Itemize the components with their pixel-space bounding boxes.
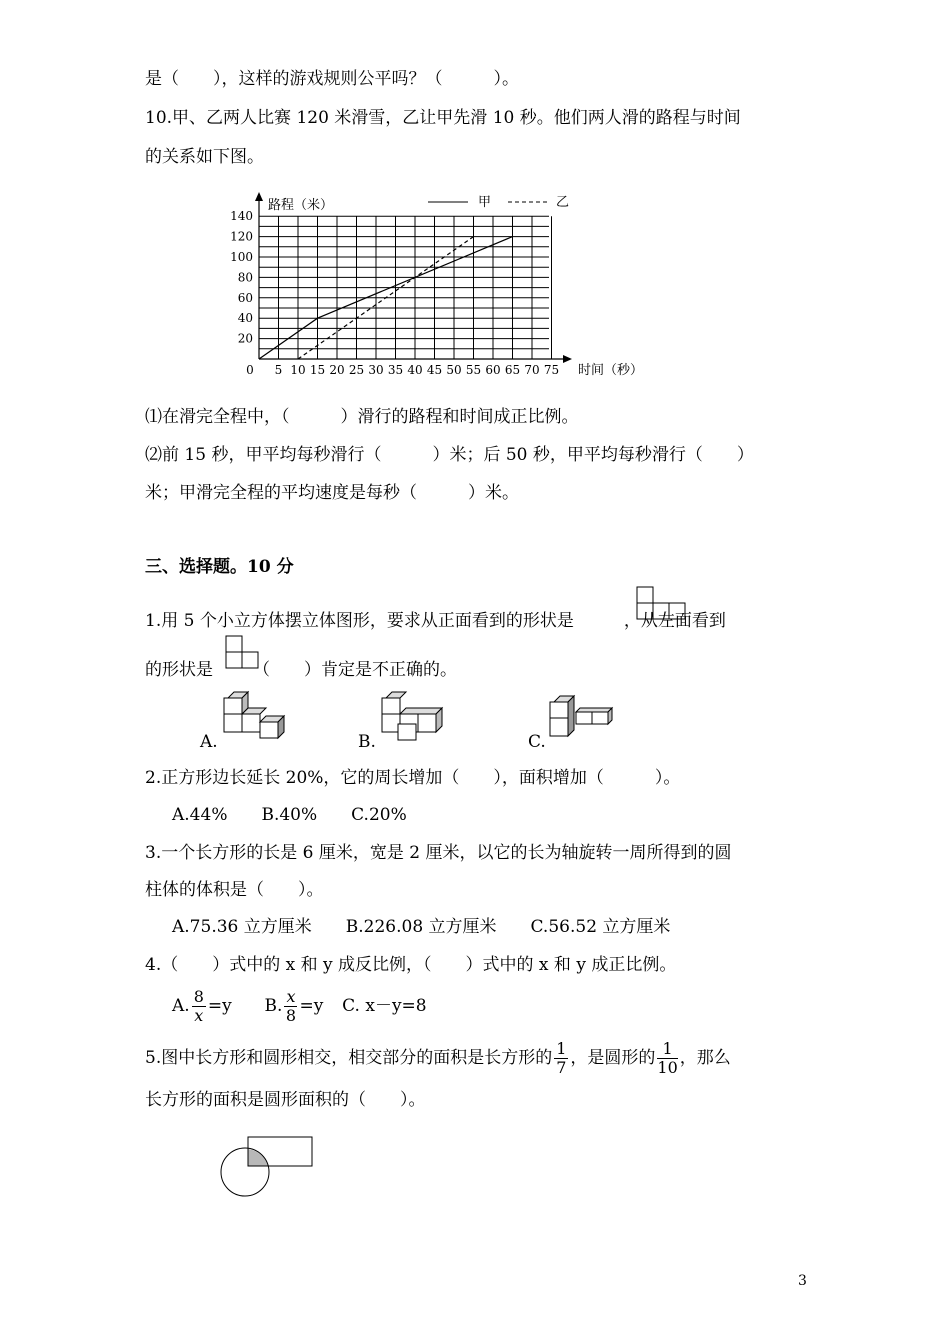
q4-opt-c: C. x－y=8 <box>342 996 427 1016</box>
q1-line2a: 的形状是 <box>145 660 213 680</box>
q4-opt-a-label: A. <box>172 996 190 1016</box>
q3-options: A.75.36 立方厘米 B.226.08 立方厘米 C.56.52 立方厘米 <box>172 917 671 937</box>
y-tick-label: 100 <box>230 250 253 264</box>
y-tick-label: 20 <box>237 331 253 346</box>
q1-line2b: （ ）肯定是不正确的。 <box>253 660 457 680</box>
left-view-icon <box>224 634 264 674</box>
x-tick-label: 65 <box>504 363 521 377</box>
x-tick-label: 55 <box>465 363 482 377</box>
q4-opt-b-fraction: $\frac{x}{8}$ <box>285 987 297 1025</box>
q1-option-c: C. <box>528 732 546 752</box>
q9-tail: 是（ ），这样的游戏规则公平吗？（ ）。 <box>145 69 519 89</box>
page-number: 3 <box>798 1273 807 1289</box>
front-view-figure <box>574 611 624 633</box>
q1-line1b: ，从左面看到 <box>623 611 726 631</box>
chart-xlabel: 时间（秒） <box>578 363 644 378</box>
x-tick-label: 70 <box>524 363 540 377</box>
q4-text: 4.（ ）式中的 x 和 y 成反比例，（ ）式中的 x 和 y 成正比例。 <box>145 955 677 975</box>
x-tick-label: 75 <box>543 363 560 377</box>
y-axis-arrow <box>255 192 263 201</box>
x-tick-label: 10 <box>290 363 306 377</box>
chart-tick-labels <box>230 209 559 377</box>
q5-line1: 5.图中长方形和圆形相交，相交部分的面积是长方形的 $\frac{1}{7}$ ，是圆形的 $\frac{1}{10}$ ，那么 <box>145 1039 731 1077</box>
x-tick-label: 50 <box>446 363 462 377</box>
y-tick-label: 120 <box>230 229 253 244</box>
x-tick-label: 20 <box>329 363 345 377</box>
legend-jia-label: 甲 <box>478 195 492 210</box>
q4-options <box>172 986 427 1026</box>
section3-title: 三、选择题。10 分 <box>145 557 294 577</box>
x-tick-label: 0 <box>246 363 254 377</box>
cube-figure-c <box>548 690 628 750</box>
q4-opt-b-label: B. <box>264 996 283 1016</box>
q4-opt-a-fraction: $\frac{8}{x}$ <box>193 987 204 1025</box>
x-tick-label: 5 <box>274 363 283 377</box>
x-tick-label: 60 <box>485 363 501 377</box>
front-view-icon <box>635 585 695 625</box>
q10-line1: 10.甲、乙两人比赛 120 米滑雪，乙让甲先滑 10 秒。他们两人滑的路程与时间 <box>145 108 741 128</box>
q1-option-a: A. <box>200 732 218 752</box>
y-tick-label: 140 <box>230 209 253 224</box>
q3-line1: 3.一个长方形的长是 6 厘米，宽是 2 厘米，以它的长为轴旋转一周所得到的圆 <box>145 843 732 863</box>
q10-line2: 的关系如下图。 <box>145 147 264 167</box>
chart-ylabel: 路程（米） <box>268 198 334 213</box>
q2-options: A.44% B.40% C.20% <box>172 805 407 825</box>
q4-opt-b-tail: =y <box>299 996 324 1016</box>
q4-opt-a-tail: =y <box>207 996 232 1016</box>
q2-text: 2.正方形边长延长 20%，它的周长增加（ ），面积增加（ ）。 <box>145 768 681 788</box>
q5-fraction-1-7: $\frac{1}{7}$ <box>556 1039 567 1077</box>
q1-option-b: B. <box>358 732 376 752</box>
x-tick-label: 40 <box>407 363 423 377</box>
circle-rectangle-figure <box>215 1132 335 1212</box>
y-tick-label: 80 <box>237 270 253 285</box>
x-tick-label: 15 <box>309 363 326 377</box>
q5-fraction-1-10: $\frac{1}{10}$ <box>657 1039 678 1077</box>
x-tick-label: 45 <box>426 363 443 377</box>
q5-line2: 长方形的面积是圆形面积的（ ）。 <box>145 1090 426 1110</box>
q10-sub2b: 米；甲滑完全程的平均速度是每秒（ ）米。 <box>145 483 519 503</box>
q1-line2 <box>145 659 457 681</box>
x-tick-label: 35 <box>387 363 404 377</box>
x-axis-arrow <box>563 355 572 363</box>
cube-figure-b <box>380 690 460 750</box>
cube-figure-a <box>222 690 302 750</box>
legend-yi-label: 乙 <box>556 195 570 210</box>
y-tick-label: 40 <box>237 311 253 326</box>
q1-line1a: 1.用 5 个小立方体摆立体图形，要求从正面看到的形状是 <box>145 611 574 631</box>
chart-grid <box>259 216 552 359</box>
distance-time-chart <box>0 0 950 400</box>
x-tick-label: 30 <box>368 363 384 377</box>
q10-sub1: ⑴在滑完全程中，（ ）滑行的路程和时间成正比例。 <box>145 407 579 427</box>
q10-sub2a: ⑵前 15 秒，甲平均每秒滑行（ ）米；后 50 秒，甲平均每秒滑行（ ） <box>145 445 754 465</box>
q3-line2: 柱体的体积是（ ）。 <box>145 880 324 900</box>
y-tick-label: 60 <box>237 290 253 305</box>
x-tick-label: 25 <box>348 363 365 377</box>
